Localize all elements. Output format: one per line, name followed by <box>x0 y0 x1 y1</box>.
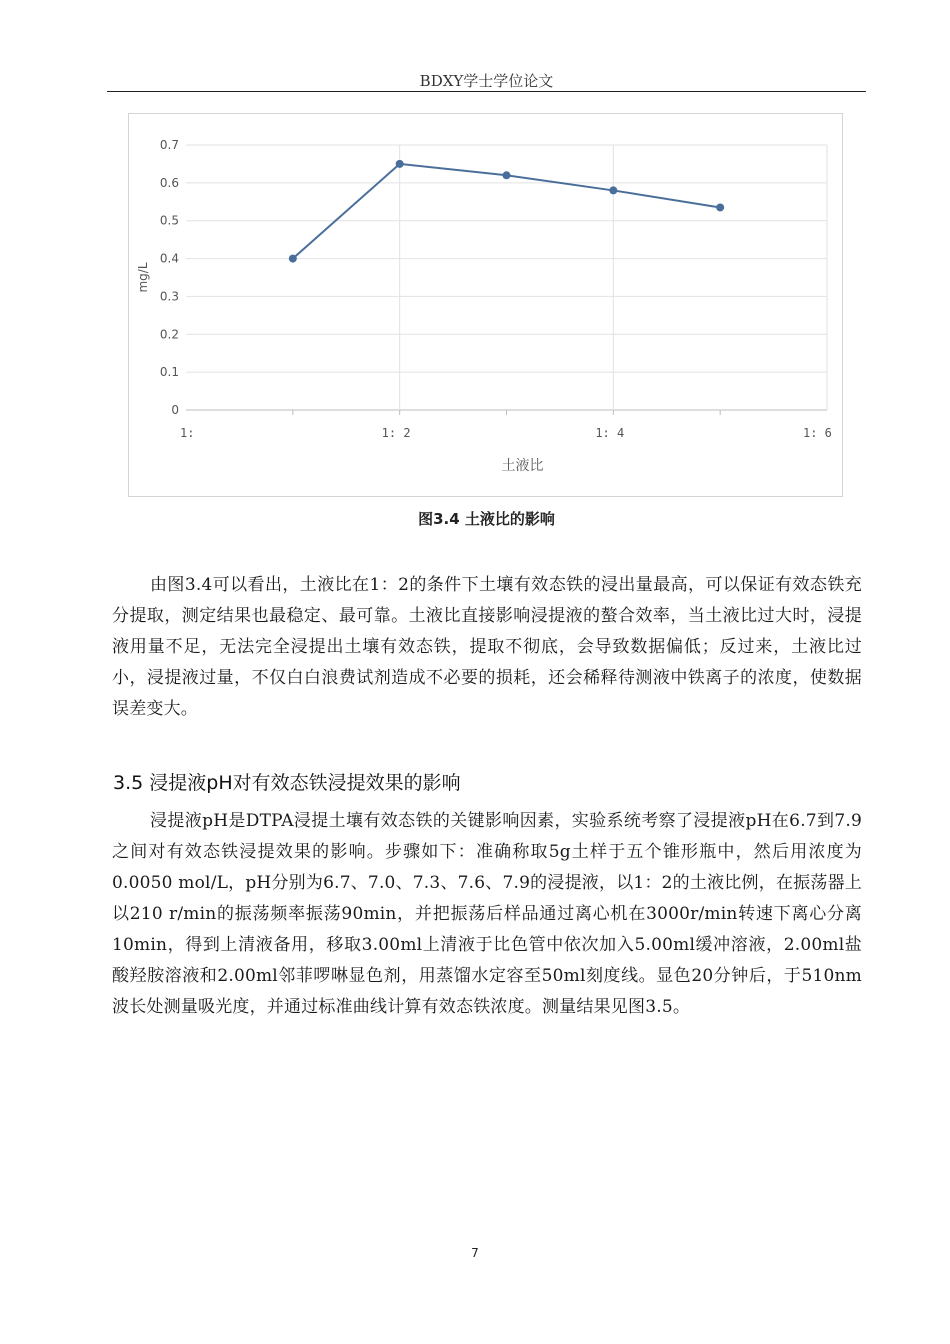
data-point <box>716 203 724 211</box>
section-title: 3.5 浸提液pH对有效态铁浸提效果的影响 <box>113 772 461 794</box>
line-chart <box>128 113 843 497</box>
x-tick-label: 1: 6 <box>803 426 832 440</box>
figure-caption: 图3.4 土液比的影响 <box>418 510 555 528</box>
y-tick-label: 0.3 <box>159 289 179 304</box>
x-tick-label: 1: 4 <box>595 426 625 440</box>
paragraph-1: 由图3.4可以看出，土液比在1：2的条件下土壤有效态铁的浸出量最高，可以保证有效态铁充分提取，测定结果也最稳定、最可靠。土液比直接影响浸提液的螯合效率，当土液比过大时，浸提液用量不足，无法完全浸提出土壤有效态铁，提取不彻底，会导致数据偏低；反过来，土液比过小，浸提液过量，不仅白白浪费试剂造成不必要的损耗，还会稀释待测液中铁离子的浓度，使数据误差变大。 <box>112 575 862 719</box>
x-tick-label: 1: 2 <box>381 426 411 440</box>
x-axis-title: 土液比 <box>501 458 544 474</box>
page-number: 7 <box>471 1246 479 1260</box>
y-tick-label: 0.4 <box>159 251 179 266</box>
y-tick-label: 0.1 <box>159 365 179 380</box>
data-point <box>289 255 297 263</box>
y-tick-label: 0 <box>171 403 179 417</box>
y-axis-title: mg/L <box>136 262 150 293</box>
paragraph-2: 浸提液pH是DTPA浸提土壤有效态铁的关键影响因素，实验系统考察了浸提液pH在6.7到7.9之间对有效态铁浸提效果的影响。步骤如下：准确称取5g土样于五个锥形瓶中，然后用浓度为0.0050 mol/L，pH分别为6.7、7.0、7.3、7.6、7.9的浸提液，以1：2的土液比例，在振荡器上以210 r/min的振荡频率振荡90min，并把振荡后样品通过离心机在3000r/min转速下离心分离10min，得到上清液备用，移取3.00ml上清液于比色管中依次加入5.00ml缓冲溶液，2.00ml盐酸羟胺溶液和2.00ml邻菲啰啉显色剂，用蒸馏水定容至50ml刻度线。显色20分钟后，于510nm波长处测量吸光度，并通过标准曲线计算有效态铁浓度。测量结果见图3.5。 <box>112 811 862 1017</box>
y-tick-label: 0.7 <box>159 138 179 152</box>
x-tick-label: 1: <box>180 426 195 440</box>
data-point <box>609 186 617 194</box>
line-chart-svg <box>129 114 842 496</box>
data-point <box>396 160 404 168</box>
header-rule <box>107 91 866 92</box>
y-tick-label: 0.6 <box>159 175 179 190</box>
y-tick-label: 0.5 <box>159 213 179 228</box>
data-point <box>503 171 511 179</box>
page-header-title: BDXY学士学位论文 <box>419 72 554 90</box>
y-tick-label: 0.2 <box>159 327 179 342</box>
